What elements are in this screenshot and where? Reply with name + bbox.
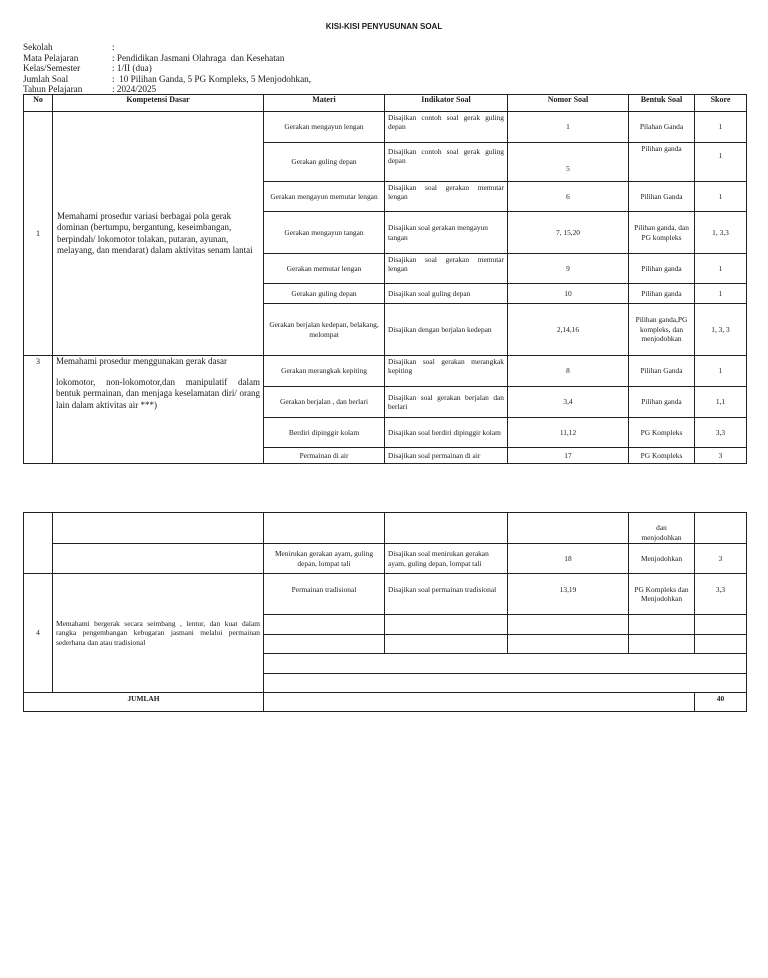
meta-value: : 10 Pilihan Ganda, 5 PG Kompleks, 5 Menjodohkan,: [112, 73, 312, 84]
meta-label: Kelas/Semester: [23, 63, 81, 73]
empty-cell: [264, 693, 695, 712]
row-bentuk: PG Kompleks: [629, 418, 695, 448]
table-header-row: [24, 95, 747, 112]
row-nomor: 9: [508, 254, 629, 284]
row-indikator: Disajikan soal berdiri dipinggir kolam: [385, 418, 508, 448]
row-indikator: Disajikan soal permainan tradisional: [385, 574, 508, 615]
row-skore: 1: [695, 143, 747, 182]
row-skore: 3: [695, 448, 747, 464]
meta-value: : 2024/2025: [112, 84, 157, 94]
row-materi: Gerakan berjalan , dan berlari: [264, 387, 385, 418]
row-materi: Gerakan berjalan kedepan, belakang, melompat: [264, 304, 385, 356]
row-nomor: 13,19: [508, 574, 629, 615]
row-bentuk: Pilihan ganda: [629, 254, 695, 284]
row-materi: Permainan di air: [264, 448, 385, 464]
kisi-kisi-table-continued: [23, 512, 747, 712]
row-skore: 3,3: [695, 574, 747, 615]
row-bentuk: Pilihan ganda,PG kompleks, dan menjodohkan: [629, 304, 695, 356]
row-bentuk: Pilihan Ganda: [629, 356, 695, 387]
empty-cell: [385, 615, 508, 635]
meta-label: Sekolah: [23, 42, 53, 52]
row-materi: Gerakan merangkak kepiting: [264, 356, 385, 387]
group-1-no: 1: [24, 112, 53, 356]
header-indikator-soal: Indikator Soal: [385, 95, 508, 112]
empty-cell: [508, 615, 629, 635]
meta-sekolah: [23, 42, 311, 53]
row-materi: Gerakan mengayun memutar lengan: [264, 182, 385, 212]
row-indikator: Disajikan soal gerakan mengayun tangan: [385, 212, 508, 254]
empty-cell: [695, 615, 747, 635]
meta-label: Jumlah Soal: [23, 73, 69, 84]
row-skore: 1: [695, 182, 747, 212]
row-indikator: Disajikan contoh soal gerak guling depan: [385, 143, 508, 182]
row-nomor: 1: [508, 112, 629, 143]
row-materi: Berdiri dipinggir kolam: [264, 418, 385, 448]
group-1-kompetensi: Memahami prosedur variasi berbagai pola gerak dominan (bertumpu, bergantung, keseimbangan, berpindah/ lokomotor tolakan, putaran, ayunan, melayang, dan mendarat) dalam aktivitas senam lantai: [53, 112, 264, 356]
header-materi: Materi: [264, 95, 385, 112]
row-materi: Gerakan mengayun tangan: [264, 212, 385, 254]
header-kompetensi-dasar: Kompetensi Dasar: [53, 95, 264, 112]
header-no: No: [24, 95, 53, 112]
row-indikator: Disajikan soal gerakan merangkak kepiting: [385, 356, 508, 387]
document-title: KISI-KISI PENYUSUNAN SOAL: [325, 22, 443, 31]
table-row: [24, 513, 747, 544]
row-indikator: Disajikan soal gerakan berjalan dan berlari: [385, 387, 508, 418]
row-bentuk: Pilihan ganda: [629, 284, 695, 304]
header-nomor-soal: Nomor Soal: [508, 95, 629, 112]
empty-cell: [53, 513, 264, 544]
meta-mata-pelajaran: [23, 53, 311, 64]
total-value: 40: [695, 693, 747, 712]
group-3-kompetensi: [53, 356, 264, 464]
row-materi: Gerakan memutar lengan: [264, 254, 385, 284]
row-bentuk-continued: dan menjodohkan: [629, 513, 695, 544]
header-bentuk-soal: Bentuk Soal: [629, 95, 695, 112]
meta-jumlah-soal: [23, 74, 311, 85]
row-bentuk: Pilahan Ganda: [629, 112, 695, 143]
table-row: [24, 574, 747, 615]
row-skore: 1: [695, 112, 747, 143]
row-bentuk: Pilihan ganda: [629, 143, 695, 182]
row-skore: 1,1: [695, 387, 747, 418]
row-bentuk: PG Kompleks dan Menjodohkan: [629, 574, 695, 615]
empty-cell: [264, 674, 747, 693]
row-skore: 1: [695, 254, 747, 284]
row-materi: Gerakan guling depan: [264, 284, 385, 304]
empty-cell: [629, 635, 695, 654]
row-bentuk: PG Kompleks: [629, 448, 695, 464]
empty-cell: [508, 513, 629, 544]
row-indikator: Disajikan dengan berjalan kedepan: [385, 304, 508, 356]
row-skore: 1: [695, 284, 747, 304]
group-3-kompetensi-line2: lokomotor, non-lokomotor,dan manipulatif dalam bentuk permainan, dan menjaga keselamatan diri/ orang lain dalam aktivitas air ***): [56, 376, 260, 410]
total-row: [24, 693, 747, 712]
row-nomor: 6: [508, 182, 629, 212]
row-materi: Gerakan mengayun lengan: [264, 112, 385, 143]
empty-cell: [264, 654, 747, 674]
row-bentuk: Pilihan ganda, dan PG kompleks: [629, 212, 695, 254]
group-3-no: 3: [24, 356, 53, 464]
row-indikator: Disajikan soal permainan di air: [385, 448, 508, 464]
empty-cell: [508, 635, 629, 654]
table-row: [24, 544, 747, 574]
row-materi: Gerakan guling depan: [264, 143, 385, 182]
row-bentuk: Pilihan Ganda: [629, 182, 695, 212]
row-skore: 1, 3,3: [695, 212, 747, 254]
row-bentuk: Pilihan ganda: [629, 387, 695, 418]
header-skore: Skore: [695, 95, 747, 112]
empty-cell: [629, 615, 695, 635]
row-indikator: Disajikan soal gerakan memutar lengan: [385, 254, 508, 284]
empty-cell: [264, 513, 385, 544]
row-indikator: Disajikan soal gerakan memutar lengan: [385, 182, 508, 212]
empty-cell: [695, 635, 747, 654]
row-skore: 1: [695, 356, 747, 387]
row-indikator: Disajikan soal guling depan: [385, 284, 508, 304]
row-nomor: 5: [508, 143, 629, 182]
row-bentuk: Menjodohkan: [629, 544, 695, 574]
meta-label: Mata Pelajaran: [23, 52, 79, 63]
table-row: [24, 112, 747, 143]
group-4-no: 4: [24, 574, 53, 693]
document-meta: [23, 42, 311, 95]
row-indikator: Disajikan contoh soal gerak guling depan: [385, 112, 508, 143]
empty-cell: [264, 635, 385, 654]
meta-label: Tahun Pelajaran: [23, 84, 83, 94]
row-skore: 3,3: [695, 418, 747, 448]
row-materi: Menirukan gerakan ayam, guling depan, lompat tali: [264, 544, 385, 574]
row-indikator: Disajikan soal menirukan gerakan ayam, guling depan, lompat tali: [385, 544, 508, 574]
meta-tahun-pelajaran: [23, 84, 311, 95]
row-nomor: 17: [508, 448, 629, 464]
group-4-kompetensi: Memahami bergerak secara seimbang , lentur, dan kuat dalam rangka pengembangan kebugaran jasmani melalui permainan sederhana dan atau tradisional: [53, 574, 264, 693]
empty-cell: [53, 544, 264, 574]
meta-value: : 1/II (dua): [112, 63, 152, 73]
meta-value: : Pendidikan Jasmani Olahraga dan Kesehatan: [112, 52, 285, 63]
meta-value: :: [112, 42, 115, 52]
row-nomor: 2,14,16: [508, 304, 629, 356]
row-nomor: 11,12: [508, 418, 629, 448]
row-skore: 1, 3, 3: [695, 304, 747, 356]
total-label: JUMLAH: [24, 693, 264, 712]
row-nomor: 8: [508, 356, 629, 387]
group-3-kompetensi-line1: Memahami prosedur menggunakan gerak dasar: [56, 356, 227, 366]
row-skore: 3: [695, 544, 747, 574]
table-row: [24, 356, 747, 387]
empty-cell: [695, 513, 747, 544]
row-nomor: 7, 15,20: [508, 212, 629, 254]
kisi-kisi-table: [23, 94, 747, 464]
row-nomor: 3,4: [508, 387, 629, 418]
meta-kelas-semester: [23, 63, 311, 74]
row-nomor: 18: [508, 544, 629, 574]
empty-cell: [24, 513, 53, 574]
row-nomor: 10: [508, 284, 629, 304]
empty-cell: [385, 635, 508, 654]
empty-cell: [264, 615, 385, 635]
row-materi: Permainan tradisional: [264, 574, 385, 615]
empty-cell: [385, 513, 508, 544]
